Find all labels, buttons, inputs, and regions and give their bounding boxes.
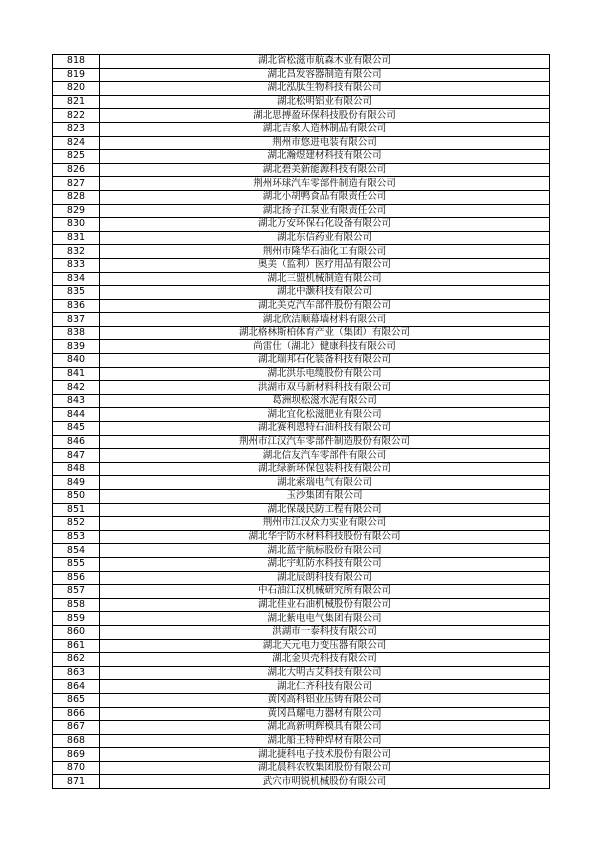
row-number: 823 — [53, 122, 100, 136]
row-number: 841 — [53, 367, 100, 381]
company-name: 洪湖市一泰科技有限公司 — [100, 625, 550, 639]
company-name: 湖北欣洁顺幕墙材料有限公司 — [100, 313, 550, 327]
table-row — [53, 109, 550, 123]
table-row — [53, 666, 550, 680]
table-row — [53, 82, 550, 96]
company-name: 武穴市明锐机械股份有限公司 — [100, 775, 550, 789]
table-row — [53, 408, 550, 422]
row-number: 828 — [53, 190, 100, 204]
table-row — [53, 544, 550, 558]
row-number: 867 — [53, 721, 100, 735]
company-name: 奥美（监利）医疗用品有限公司 — [100, 258, 550, 272]
table-row — [53, 585, 550, 599]
row-number: 851 — [53, 503, 100, 517]
company-list-table — [52, 54, 550, 789]
table-row — [53, 177, 550, 191]
table-row — [53, 435, 550, 449]
company-name: 湖北宇虹防水科技有限公司 — [100, 557, 550, 571]
row-number: 869 — [53, 748, 100, 762]
table-row — [53, 68, 550, 82]
company-name: 湖北信友汽车零部件有限公司 — [100, 449, 550, 463]
row-number: 829 — [53, 204, 100, 218]
row-number: 837 — [53, 313, 100, 327]
table-row — [53, 693, 550, 707]
company-name: 湖北洪乐电缆股份有限公司 — [100, 367, 550, 381]
company-name: 湖北华宇防水材料科技股份有限公司 — [100, 530, 550, 544]
company-name: 湖北金贝壳科技有限公司 — [100, 653, 550, 667]
company-name: 湖北泓肽生物科技有限公司 — [100, 82, 550, 96]
table-row — [53, 340, 550, 354]
table-row — [53, 761, 550, 775]
row-number: 871 — [53, 775, 100, 789]
company-name: 荆州环球汽车零部件制造有限公司 — [100, 177, 550, 191]
row-number: 845 — [53, 422, 100, 436]
row-number: 842 — [53, 381, 100, 395]
company-name: 湖北松明铝业有限公司 — [100, 95, 550, 109]
row-number: 854 — [53, 544, 100, 558]
company-name: 玉沙集团有限公司 — [100, 490, 550, 504]
company-name: 湖北晨科农牧集团股份有限公司 — [100, 761, 550, 775]
row-number: 836 — [53, 299, 100, 313]
company-name: 湖北东信药业有限公司 — [100, 231, 550, 245]
row-number: 849 — [53, 476, 100, 490]
row-number: 834 — [53, 272, 100, 286]
row-number: 864 — [53, 680, 100, 694]
row-number: 847 — [53, 449, 100, 463]
company-name: 湖北佳业石油机械股份有限公司 — [100, 598, 550, 612]
table-row — [53, 313, 550, 327]
table-row — [53, 136, 550, 150]
company-name: 洪湖市双马新材料科技有限公司 — [100, 381, 550, 395]
company-name: 湖北吉象人造林制品有限公司 — [100, 122, 550, 136]
table-row — [53, 299, 550, 313]
company-name: 湖北高新明辉模具有限公司 — [100, 721, 550, 735]
table-row — [53, 163, 550, 177]
row-number: 853 — [53, 530, 100, 544]
table-row — [53, 775, 550, 789]
table-row — [53, 95, 550, 109]
table-row — [53, 354, 550, 368]
company-name: 湖北格林斯柏体育产业（集团）有限公司 — [100, 326, 550, 340]
company-name: 湖北小胡鸭食品有限责任公司 — [100, 190, 550, 204]
company-name: 湖北仁齐科技有限公司 — [100, 680, 550, 694]
row-number: 827 — [53, 177, 100, 191]
company-name: 湖北绿新环保包装科技有限公司 — [100, 462, 550, 476]
company-name: 湖北万安环保石化设备有限公司 — [100, 218, 550, 232]
company-name: 湖北宜化松滋肥业有限公司 — [100, 408, 550, 422]
company-name: 荆州市江汉众力实业有限公司 — [100, 517, 550, 531]
table-row — [53, 286, 550, 300]
company-name: 湖北辰朗科技有限公司 — [100, 571, 550, 585]
row-number: 820 — [53, 82, 100, 96]
table-row — [53, 367, 550, 381]
table-row — [53, 490, 550, 504]
row-number: 843 — [53, 394, 100, 408]
table-row — [53, 272, 550, 286]
row-number: 865 — [53, 693, 100, 707]
row-number: 826 — [53, 163, 100, 177]
table-row — [53, 707, 550, 721]
table-row — [53, 680, 550, 694]
company-name: 湖北昌发容器制造有限公司 — [100, 68, 550, 82]
table-row — [53, 476, 550, 490]
row-number: 862 — [53, 653, 100, 667]
row-number: 863 — [53, 666, 100, 680]
table-row — [53, 231, 550, 245]
table-row — [53, 612, 550, 626]
row-number: 835 — [53, 286, 100, 300]
row-number: 861 — [53, 639, 100, 653]
table-row — [53, 598, 550, 612]
company-name: 葛洲坝松滋水泥有限公司 — [100, 394, 550, 408]
table-row — [53, 748, 550, 762]
table-row — [53, 204, 550, 218]
company-name: 湖北思搏盈环保科技股份有限公司 — [100, 109, 550, 123]
table-row — [53, 721, 550, 735]
table-row — [53, 462, 550, 476]
row-number: 839 — [53, 340, 100, 354]
row-number: 825 — [53, 150, 100, 164]
company-name: 荆州市江汉汽车零部件制造股份有限公司 — [100, 435, 550, 449]
company-name: 湖北碧美新能源科技有限公司 — [100, 163, 550, 177]
company-name: 湖北大明古艾科技有限公司 — [100, 666, 550, 680]
row-number: 844 — [53, 408, 100, 422]
table-row — [53, 381, 550, 395]
company-list-body — [53, 55, 550, 789]
row-number: 819 — [53, 68, 100, 82]
row-number: 840 — [53, 354, 100, 368]
row-number: 866 — [53, 707, 100, 721]
row-number: 821 — [53, 95, 100, 109]
company-name: 湖北捷科电子技术股份有限公司 — [100, 748, 550, 762]
table-row — [53, 571, 550, 585]
company-name: 湖北省松滋市航森木业有限公司 — [100, 55, 550, 69]
row-number: 858 — [53, 598, 100, 612]
table-row — [53, 150, 550, 164]
table-row — [53, 734, 550, 748]
table-row — [53, 394, 550, 408]
company-name: 湖北美克汽车部件股份有限公司 — [100, 299, 550, 313]
row-number: 868 — [53, 734, 100, 748]
row-number: 850 — [53, 490, 100, 504]
table-row — [53, 530, 550, 544]
company-name: 湖北船王特种焊材有限公司 — [100, 734, 550, 748]
table-row — [53, 639, 550, 653]
table-row — [53, 653, 550, 667]
row-number: 818 — [53, 55, 100, 69]
table-row — [53, 517, 550, 531]
table-row — [53, 503, 550, 517]
row-number: 846 — [53, 435, 100, 449]
row-number: 824 — [53, 136, 100, 150]
row-number: 848 — [53, 462, 100, 476]
company-name: 湖北瑞邦石化装备科技有限公司 — [100, 354, 550, 368]
company-name: 湖北三盟机械制造有限公司 — [100, 272, 550, 286]
row-number: 852 — [53, 517, 100, 531]
company-name: 黄冈昌耀电力器材有限公司 — [100, 707, 550, 721]
company-name: 尚雷仕（湖北）健康科技有限公司 — [100, 340, 550, 354]
company-name: 中石油江汉机械研究所有限公司 — [100, 585, 550, 599]
table-row — [53, 625, 550, 639]
company-name: 湖北紫电电气集团有限公司 — [100, 612, 550, 626]
company-name: 湖北保晟民防工程有限公司 — [100, 503, 550, 517]
row-number: 830 — [53, 218, 100, 232]
company-name: 黄冈高科铝业压铸有限公司 — [100, 693, 550, 707]
table-row — [53, 190, 550, 204]
table-row — [53, 245, 550, 259]
table-row — [53, 326, 550, 340]
company-name: 荆州市隆华石油化工有限公司 — [100, 245, 550, 259]
row-number: 822 — [53, 109, 100, 123]
row-number: 870 — [53, 761, 100, 775]
table-row — [53, 557, 550, 571]
table-row — [53, 422, 550, 436]
company-name: 湖北蓝宇航标股份有限公司 — [100, 544, 550, 558]
row-number: 855 — [53, 557, 100, 571]
row-number: 838 — [53, 326, 100, 340]
row-number: 859 — [53, 612, 100, 626]
row-number: 856 — [53, 571, 100, 585]
row-number: 860 — [53, 625, 100, 639]
company-name: 湖北天元电力变压器有限公司 — [100, 639, 550, 653]
table-row — [53, 258, 550, 272]
company-name: 湖北瀚煜建材科技有限公司 — [100, 150, 550, 164]
company-name: 荆州市悠进电装有限公司 — [100, 136, 550, 150]
row-number: 833 — [53, 258, 100, 272]
row-number: 831 — [53, 231, 100, 245]
company-name: 湖北赛利恩特石油科技有限公司 — [100, 422, 550, 436]
table-row — [53, 55, 550, 69]
table-row — [53, 218, 550, 232]
company-name: 湖北索瑞电气有限公司 — [100, 476, 550, 490]
row-number: 857 — [53, 585, 100, 599]
company-name: 湖北扬子江泵业有限责任公司 — [100, 204, 550, 218]
table-row — [53, 122, 550, 136]
table-row — [53, 449, 550, 463]
company-name: 湖北中灏科技有限公司 — [100, 286, 550, 300]
row-number: 832 — [53, 245, 100, 259]
